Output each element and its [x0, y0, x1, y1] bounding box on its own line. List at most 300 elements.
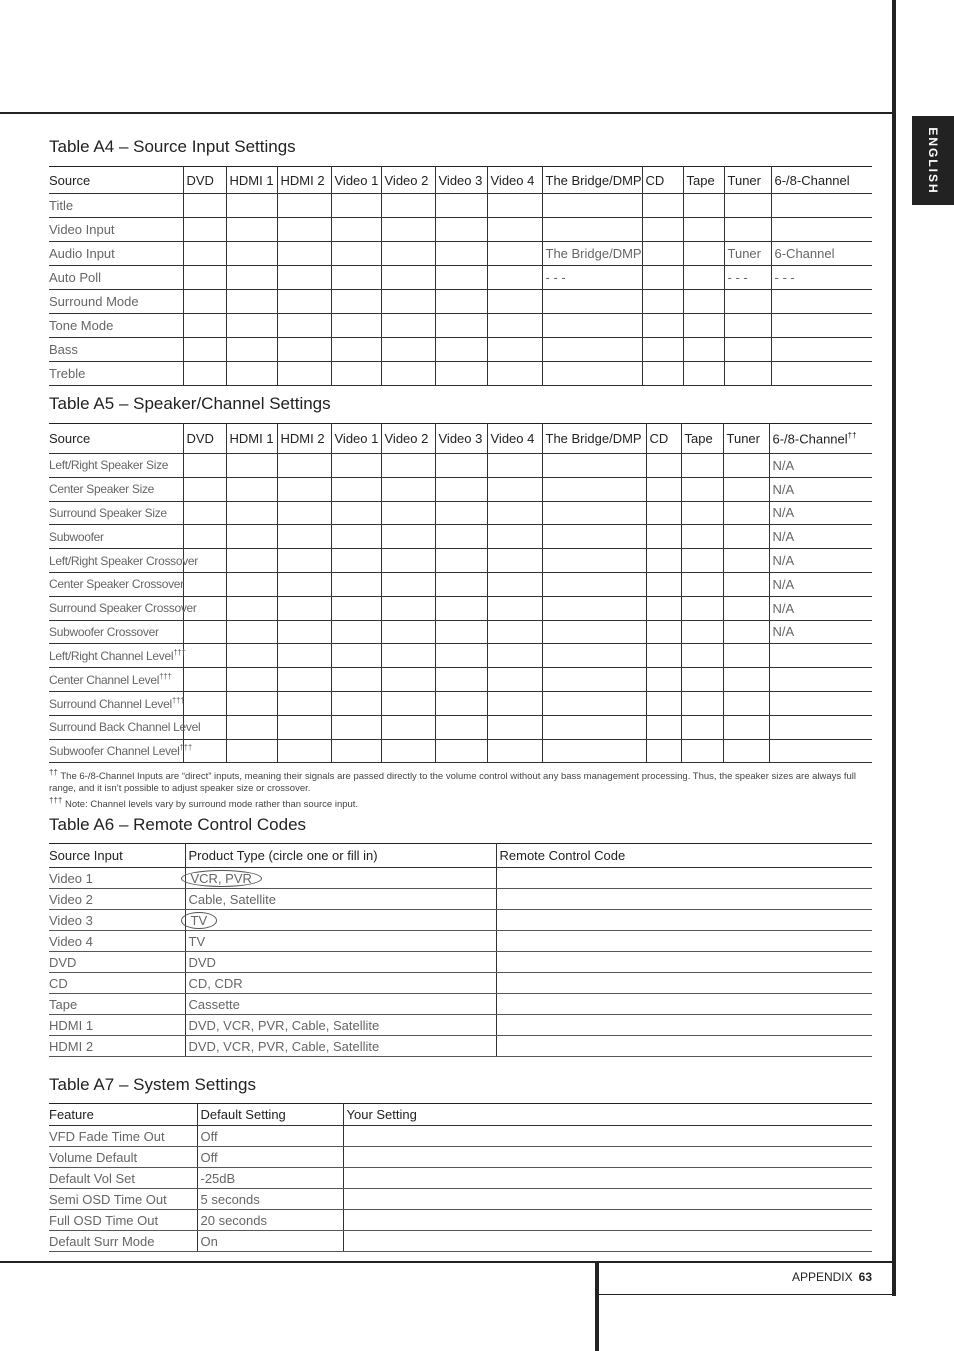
setting-cell[interactable]: [331, 739, 381, 763]
setting-cell[interactable]: [487, 549, 542, 573]
setting-cell[interactable]: [683, 314, 724, 338]
setting-cell[interactable]: [723, 691, 769, 715]
setting-cell[interactable]: [226, 242, 277, 266]
setting-cell[interactable]: [642, 314, 683, 338]
row-label: Title: [49, 194, 183, 218]
setting-cell[interactable]: N/A: [769, 454, 872, 478]
setting-cell[interactable]: [331, 194, 381, 218]
setting-cell[interactable]: [381, 194, 435, 218]
column-header-label: Source: [49, 431, 91, 446]
setting-cell[interactable]: [277, 549, 331, 573]
setting-cell[interactable]: [642, 338, 683, 362]
setting-cell[interactable]: [487, 266, 542, 290]
setting-cell[interactable]: [381, 338, 435, 362]
setting-cell[interactable]: [435, 501, 487, 525]
setting-cell[interactable]: [435, 572, 487, 596]
setting-cell[interactable]: N/A: [769, 620, 872, 644]
setting-cell[interactable]: N/A: [769, 501, 872, 525]
setting-cell[interactable]: [183, 266, 226, 290]
setting-cell[interactable]: [183, 290, 226, 314]
setting-cell[interactable]: [646, 644, 681, 668]
setting-cell[interactable]: [331, 218, 381, 242]
setting-cell[interactable]: [381, 572, 435, 596]
setting-cell[interactable]: [542, 691, 646, 715]
setting-cell[interactable]: [277, 194, 331, 218]
setting-cell[interactable]: [277, 477, 331, 501]
setting-cell[interactable]: [487, 739, 542, 763]
setting-cell[interactable]: [487, 525, 542, 549]
setting-cell[interactable]: [331, 242, 381, 266]
setting-cell[interactable]: [226, 477, 277, 501]
setting-cell[interactable]: [487, 620, 542, 644]
setting-cell[interactable]: [277, 596, 331, 620]
setting-cell[interactable]: [381, 596, 435, 620]
setting-cell[interactable]: [646, 715, 681, 739]
column-header: Video 2: [381, 167, 435, 194]
setting-cell[interactable]: [331, 644, 381, 668]
setting-cell[interactable]: [487, 290, 542, 314]
setting-cell[interactable]: [681, 620, 723, 644]
setting-cell[interactable]: [435, 549, 487, 573]
column-header: Tape: [683, 167, 724, 194]
setting-cell[interactable]: [435, 644, 487, 668]
setting-cell[interactable]: 6-Channel: [771, 242, 872, 266]
setting-cell[interactable]: [331, 549, 381, 573]
setting-cell[interactable]: [487, 572, 542, 596]
column-header: [769, 424, 872, 454]
setting-cell[interactable]: [723, 644, 769, 668]
setting-cell[interactable]: [277, 362, 331, 386]
setting-cell[interactable]: [331, 691, 381, 715]
setting-cell[interactable]: [381, 218, 435, 242]
your-setting-field[interactable]: [343, 1189, 872, 1210]
setting-cell[interactable]: [542, 620, 646, 644]
language-tab: [912, 116, 954, 205]
setting-cell[interactable]: [723, 501, 769, 525]
setting-cell[interactable]: [183, 242, 226, 266]
setting-cell[interactable]: [724, 218, 771, 242]
setting-cell[interactable]: [435, 338, 487, 362]
setting-cell[interactable]: [681, 501, 723, 525]
setting-cell[interactable]: [542, 454, 646, 478]
setting-cell[interactable]: [487, 501, 542, 525]
setting-cell[interactable]: [646, 454, 681, 478]
setting-cell[interactable]: [681, 668, 723, 692]
setting-cell[interactable]: - - -: [542, 266, 642, 290]
setting-cell[interactable]: [435, 596, 487, 620]
setting-cell[interactable]: [277, 715, 331, 739]
setting-cell[interactable]: [723, 477, 769, 501]
setting-cell[interactable]: [331, 668, 381, 692]
column-header-label: HDMI 2: [280, 431, 325, 446]
setting-cell[interactable]: [435, 739, 487, 763]
remote-code-field[interactable]: [496, 973, 872, 994]
setting-cell[interactable]: [381, 242, 435, 266]
setting-cell[interactable]: [183, 668, 226, 692]
setting-cell[interactable]: N/A: [769, 549, 872, 573]
setting-cell[interactable]: [381, 620, 435, 644]
setting-cell[interactable]: [183, 218, 226, 242]
setting-cell[interactable]: [487, 362, 542, 386]
setting-cell[interactable]: [642, 266, 683, 290]
setting-cell[interactable]: [331, 715, 381, 739]
setting-cell[interactable]: [381, 314, 435, 338]
setting-cell[interactable]: [487, 194, 542, 218]
setting-cell[interactable]: [183, 362, 226, 386]
setting-cell[interactable]: [771, 362, 872, 386]
table-row: [49, 454, 872, 478]
column-header-label: Tape: [684, 431, 713, 446]
setting-cell[interactable]: [723, 596, 769, 620]
setting-cell[interactable]: [723, 549, 769, 573]
setting-cell[interactable]: [226, 549, 277, 573]
setting-cell[interactable]: - - -: [771, 266, 872, 290]
setting-cell[interactable]: [487, 715, 542, 739]
setting-cell[interactable]: [542, 525, 646, 549]
setting-cell[interactable]: [542, 477, 646, 501]
setting-cell[interactable]: [331, 266, 381, 290]
setting-cell[interactable]: [435, 668, 487, 692]
setting-cell[interactable]: [226, 290, 277, 314]
setting-cell[interactable]: [226, 194, 277, 218]
setting-cell[interactable]: [681, 691, 723, 715]
setting-cell[interactable]: [381, 691, 435, 715]
setting-cell[interactable]: [435, 218, 487, 242]
setting-cell[interactable]: [683, 290, 724, 314]
table-row: [49, 525, 872, 549]
setting-cell[interactable]: [681, 572, 723, 596]
setting-cell[interactable]: [435, 194, 487, 218]
setting-cell[interactable]: [183, 338, 226, 362]
column-header-label: Video 2: [384, 431, 429, 446]
setting-cell[interactable]: [723, 668, 769, 692]
setting-cell[interactable]: [277, 620, 331, 644]
setting-cell[interactable]: [226, 525, 277, 549]
setting-cell[interactable]: [331, 290, 381, 314]
setting-cell[interactable]: [277, 218, 331, 242]
remote-code-field[interactable]: [496, 931, 872, 952]
setting-cell[interactable]: [381, 525, 435, 549]
setting-cell[interactable]: [683, 338, 724, 362]
setting-cell[interactable]: [723, 572, 769, 596]
setting-cell[interactable]: [487, 668, 542, 692]
setting-cell[interactable]: [487, 242, 542, 266]
setting-cell[interactable]: [226, 314, 277, 338]
row-label: [49, 572, 183, 596]
setting-cell[interactable]: [331, 477, 381, 501]
setting-cell[interactable]: [646, 501, 681, 525]
setting-cell[interactable]: [277, 572, 331, 596]
setting-cell[interactable]: [646, 668, 681, 692]
table-row: [49, 218, 872, 242]
setting-cell[interactable]: [331, 596, 381, 620]
setting-cell[interactable]: [277, 314, 331, 338]
setting-cell[interactable]: [771, 218, 872, 242]
table-a5-title: Table A5 – Speaker/Channel Settings: [49, 394, 331, 413]
setting-cell[interactable]: [381, 362, 435, 386]
setting-cell[interactable]: [435, 715, 487, 739]
setting-cell[interactable]: [724, 362, 771, 386]
setting-cell[interactable]: [542, 194, 642, 218]
table-row: [49, 314, 872, 338]
setting-cell[interactable]: [542, 668, 646, 692]
setting-cell[interactable]: [226, 715, 277, 739]
setting-cell[interactable]: [277, 454, 331, 478]
setting-cell[interactable]: [724, 194, 771, 218]
setting-cell[interactable]: [381, 290, 435, 314]
setting-cell[interactable]: [183, 644, 226, 668]
setting-cell[interactable]: [277, 739, 331, 763]
setting-cell[interactable]: [681, 739, 723, 763]
setting-cell[interactable]: [724, 290, 771, 314]
setting-cell[interactable]: [226, 454, 277, 478]
setting-cell[interactable]: [435, 525, 487, 549]
remote-code-field[interactable]: [496, 910, 872, 931]
setting-cell[interactable]: [487, 218, 542, 242]
setting-cell[interactable]: N/A: [769, 477, 872, 501]
setting-cell[interactable]: [277, 266, 331, 290]
setting-cell[interactable]: [435, 454, 487, 478]
column-header: [542, 424, 646, 454]
setting-cell[interactable]: [331, 314, 381, 338]
setting-cell[interactable]: N/A: [769, 525, 872, 549]
remote-code-field[interactable]: [496, 952, 872, 973]
setting-cell[interactable]: [683, 242, 724, 266]
setting-cell[interactable]: [226, 668, 277, 692]
your-setting-field[interactable]: [343, 1147, 872, 1168]
setting-cell[interactable]: [769, 715, 872, 739]
setting-cell[interactable]: [642, 242, 683, 266]
your-setting-field[interactable]: [343, 1168, 872, 1189]
setting-cell[interactable]: [226, 501, 277, 525]
table-row: [49, 266, 872, 290]
setting-cell[interactable]: [331, 525, 381, 549]
setting-cell[interactable]: [381, 266, 435, 290]
setting-cell[interactable]: [681, 644, 723, 668]
setting-cell[interactable]: [226, 362, 277, 386]
setting-cell[interactable]: [381, 501, 435, 525]
setting-cell[interactable]: N/A: [769, 596, 872, 620]
circled-product-type: TV: [181, 912, 218, 929]
setting-cell[interactable]: N/A: [769, 572, 872, 596]
remote-code-field[interactable]: [496, 868, 872, 889]
remote-code-field[interactable]: [496, 994, 872, 1015]
a5-footnote-2: [49, 795, 872, 811]
your-setting-field[interactable]: [343, 1210, 872, 1231]
setting-cell[interactable]: [277, 338, 331, 362]
remote-code-field[interactable]: [496, 889, 872, 910]
setting-cell[interactable]: [542, 314, 642, 338]
setting-cell[interactable]: [487, 644, 542, 668]
setting-cell[interactable]: [681, 477, 723, 501]
setting-cell[interactable]: [683, 362, 724, 386]
setting-cell[interactable]: [769, 644, 872, 668]
setting-cell[interactable]: [723, 525, 769, 549]
setting-cell[interactable]: [183, 501, 226, 525]
setting-cell[interactable]: [183, 314, 226, 338]
setting-cell[interactable]: [381, 715, 435, 739]
setting-cell[interactable]: [381, 739, 435, 763]
setting-cell[interactable]: [683, 218, 724, 242]
setting-cell[interactable]: [381, 668, 435, 692]
setting-cell[interactable]: [542, 596, 646, 620]
row-label-text: Surround Speaker Crossover: [49, 601, 197, 616]
setting-cell[interactable]: [646, 525, 681, 549]
setting-cell[interactable]: [435, 290, 487, 314]
remote-code-field[interactable]: [496, 1015, 872, 1036]
setting-cell[interactable]: [277, 242, 331, 266]
remote-code-field[interactable]: [496, 1036, 872, 1057]
setting-cell[interactable]: [642, 218, 683, 242]
setting-cell[interactable]: [331, 620, 381, 644]
setting-cell[interactable]: [724, 314, 771, 338]
setting-cell[interactable]: [642, 290, 683, 314]
setting-cell[interactable]: [487, 314, 542, 338]
setting-cell[interactable]: [646, 572, 681, 596]
setting-cell[interactable]: [542, 338, 642, 362]
column-header: Feature: [49, 1104, 197, 1126]
setting-cell[interactable]: [681, 715, 723, 739]
setting-cell[interactable]: [277, 644, 331, 668]
setting-cell[interactable]: [487, 454, 542, 478]
setting-cell[interactable]: [435, 362, 487, 386]
setting-cell[interactable]: [435, 477, 487, 501]
setting-cell[interactable]: [681, 525, 723, 549]
setting-cell[interactable]: [646, 549, 681, 573]
setting-cell[interactable]: [642, 194, 683, 218]
setting-cell[interactable]: [226, 266, 277, 290]
setting-cell[interactable]: [542, 362, 642, 386]
setting-cell[interactable]: [646, 620, 681, 644]
setting-cell[interactable]: [331, 338, 381, 362]
setting-cell[interactable]: [642, 362, 683, 386]
setting-cell[interactable]: [487, 691, 542, 715]
setting-cell[interactable]: [683, 266, 724, 290]
setting-cell[interactable]: [226, 596, 277, 620]
setting-cell[interactable]: [542, 644, 646, 668]
setting-cell[interactable]: [723, 715, 769, 739]
setting-cell[interactable]: [771, 314, 872, 338]
setting-cell[interactable]: [542, 572, 646, 596]
setting-cell[interactable]: [183, 194, 226, 218]
setting-cell[interactable]: [646, 477, 681, 501]
setting-cell[interactable]: [435, 691, 487, 715]
header-row: [49, 844, 872, 868]
setting-cell[interactable]: [723, 454, 769, 478]
setting-cell[interactable]: [771, 194, 872, 218]
setting-cell[interactable]: [542, 501, 646, 525]
setting-cell[interactable]: [183, 454, 226, 478]
setting-cell[interactable]: [683, 194, 724, 218]
your-setting-field[interactable]: [343, 1231, 872, 1252]
setting-cell[interactable]: [771, 338, 872, 362]
setting-cell[interactable]: Tuner: [724, 242, 771, 266]
column-header-label: Video 1: [334, 431, 379, 446]
setting-cell[interactable]: [183, 691, 226, 715]
page-number: 63: [858, 1270, 872, 1284]
setting-cell[interactable]: [226, 620, 277, 644]
setting-cell[interactable]: [542, 290, 642, 314]
setting-cell[interactable]: [226, 218, 277, 242]
table-row: [49, 994, 872, 1015]
setting-cell[interactable]: - - -: [724, 266, 771, 290]
setting-cell[interactable]: [724, 338, 771, 362]
setting-cell[interactable]: [646, 691, 681, 715]
setting-cell[interactable]: [277, 290, 331, 314]
setting-cell[interactable]: [381, 644, 435, 668]
setting-cell[interactable]: [769, 691, 872, 715]
setting-cell[interactable]: [226, 644, 277, 668]
setting-cell[interactable]: [771, 290, 872, 314]
setting-cell[interactable]: [487, 477, 542, 501]
setting-cell[interactable]: [435, 242, 487, 266]
setting-cell[interactable]: [723, 620, 769, 644]
setting-cell[interactable]: [183, 620, 226, 644]
setting-cell[interactable]: [646, 596, 681, 620]
setting-cell[interactable]: [331, 362, 381, 386]
source-input: Video 3: [49, 910, 185, 931]
product-type-text: Cable, Satellite: [188, 891, 276, 907]
column-header-label: The Bridge/DMP: [545, 431, 642, 446]
footnote-text: The 6-/8-Channel Inputs are “direct” inputs, meaning their signals are passed directly to the volume control without any bass management processing. Thus, the speaker sizes are always full range, and it isn’t possible to adjust speaker size or crossover.: [49, 771, 856, 795]
setting-cell[interactable]: [681, 454, 723, 478]
setting-cell[interactable]: [183, 572, 226, 596]
setting-cell[interactable]: [381, 549, 435, 573]
setting-cell[interactable]: [723, 739, 769, 763]
your-setting-field[interactable]: [343, 1126, 872, 1147]
row-label: [49, 454, 183, 478]
setting-cell[interactable]: [435, 314, 487, 338]
product-type: [185, 1036, 496, 1057]
setting-cell[interactable]: [435, 266, 487, 290]
setting-cell[interactable]: [681, 549, 723, 573]
setting-cell[interactable]: [226, 739, 277, 763]
setting-cell[interactable]: [646, 739, 681, 763]
setting-cell[interactable]: [331, 501, 381, 525]
setting-cell[interactable]: [277, 668, 331, 692]
row-label: [49, 668, 183, 692]
row-label: [49, 620, 183, 644]
setting-cell[interactable]: [435, 620, 487, 644]
setting-cell[interactable]: [277, 501, 331, 525]
setting-cell[interactable]: [769, 668, 872, 692]
setting-cell[interactable]: [226, 338, 277, 362]
setting-cell[interactable]: [183, 525, 226, 549]
setting-cell[interactable]: [226, 691, 277, 715]
setting-cell[interactable]: [277, 525, 331, 549]
setting-cell[interactable]: [542, 218, 642, 242]
setting-cell[interactable]: [381, 477, 435, 501]
setting-cell[interactable]: [277, 691, 331, 715]
setting-cell[interactable]: The Bridge/DMP: [542, 242, 642, 266]
setting-cell[interactable]: [487, 338, 542, 362]
feature-name: Default Surr Mode: [49, 1231, 197, 1252]
header-row: [49, 424, 872, 454]
setting-cell[interactable]: [542, 715, 646, 739]
setting-cell[interactable]: [542, 549, 646, 573]
setting-cell[interactable]: [681, 596, 723, 620]
setting-cell[interactable]: [331, 454, 381, 478]
setting-cell[interactable]: [487, 596, 542, 620]
setting-cell[interactable]: [183, 477, 226, 501]
setting-cell[interactable]: [381, 454, 435, 478]
setting-cell[interactable]: [226, 572, 277, 596]
setting-cell[interactable]: [769, 739, 872, 763]
footnote-mark: †††: [173, 648, 186, 658]
setting-cell[interactable]: [331, 572, 381, 596]
setting-cell[interactable]: [542, 739, 646, 763]
table-row: [49, 868, 872, 889]
